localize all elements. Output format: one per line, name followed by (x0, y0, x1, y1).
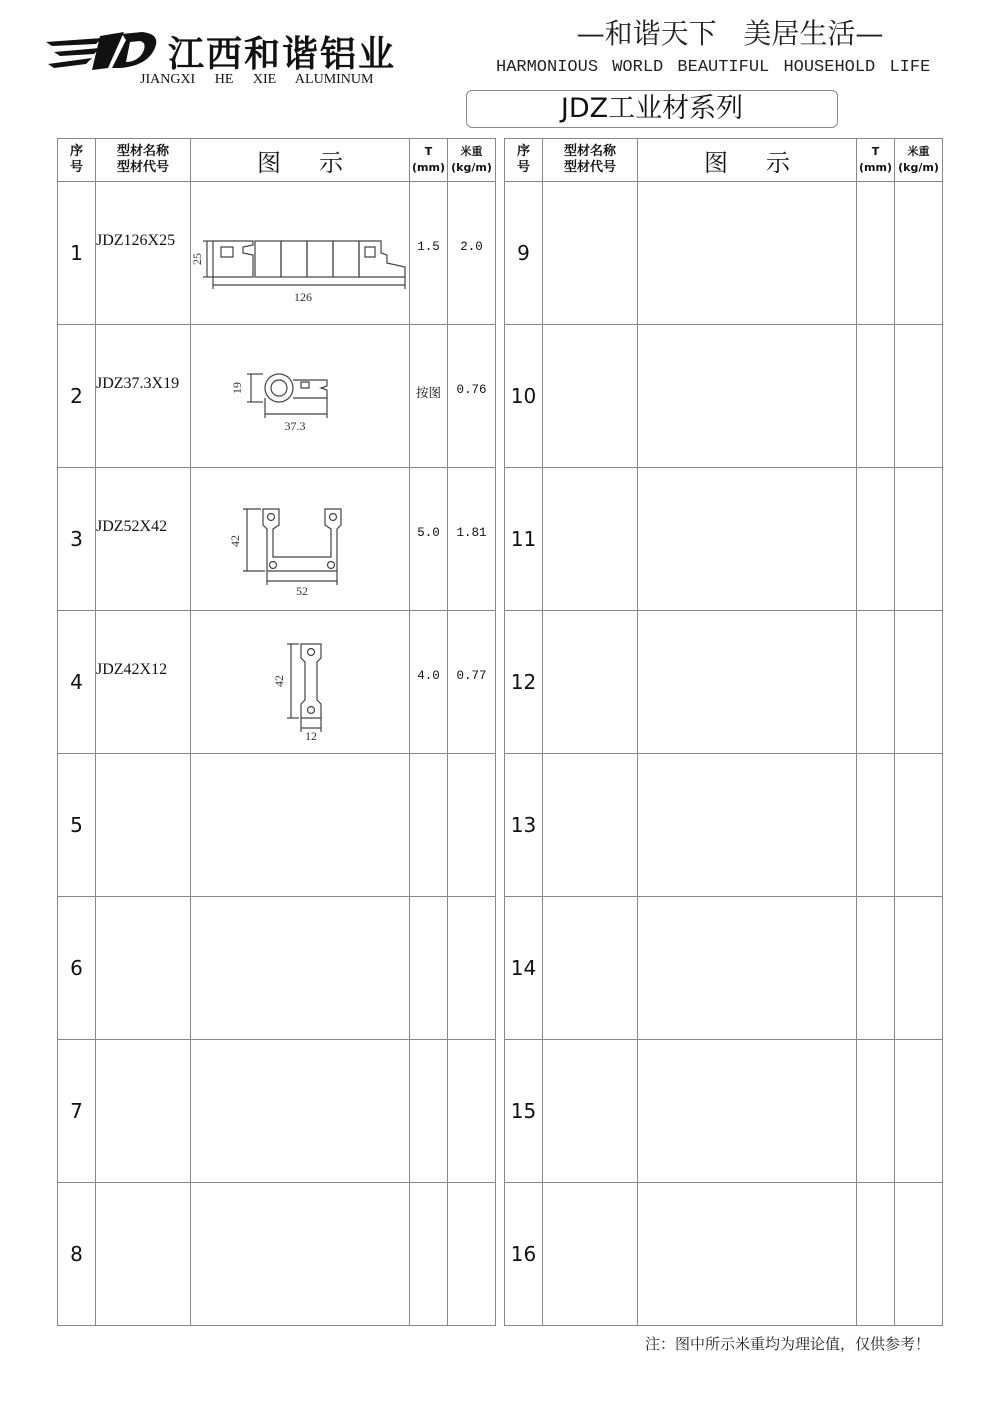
row-index: 13 (505, 754, 543, 897)
company-logo (40, 24, 400, 96)
thickness-value (410, 897, 448, 1040)
profile-code (543, 182, 638, 325)
profile-drawing (638, 182, 857, 325)
table-row (58, 325, 496, 468)
weight-value (895, 182, 943, 325)
thickness-value: 1.5 (410, 182, 448, 325)
header-name: 型材名称 型材代号 (543, 139, 638, 182)
header-thickness: T (mm) (857, 139, 895, 182)
profile-drawing (638, 1183, 857, 1326)
thickness-value (410, 754, 448, 897)
table-header-row (505, 139, 943, 182)
table-row (58, 1183, 496, 1326)
profile-code: JDZ52X42 (96, 468, 191, 611)
thickness-value (410, 1040, 448, 1183)
thickness-value (410, 1183, 448, 1326)
dim-height: 25 (189, 253, 204, 265)
row-index: 2 (58, 325, 96, 468)
row-index: 8 (58, 1183, 96, 1326)
table-row (58, 182, 496, 325)
weight-value: 2.0 (448, 182, 496, 325)
header-index: 序 号 (58, 139, 96, 182)
row-index: 9 (505, 182, 543, 325)
table-row (505, 325, 943, 468)
profile-code: JDZ42X12 (96, 611, 191, 754)
profile-drawing (191, 897, 410, 1040)
weight-value (895, 611, 943, 754)
profile-code: JDZ126X25 (96, 182, 191, 325)
dim-height: 42 (271, 675, 286, 687)
table-row (58, 468, 496, 611)
weight-value (448, 897, 496, 1040)
weight-value (895, 1183, 943, 1326)
thickness-value (857, 611, 895, 754)
slogan-english: HARMONIOUS WORLD BEAUTIFUL HOUSEHOLD LIFE (496, 58, 931, 77)
profile-table-right (504, 138, 943, 1326)
weight-value: 0.76 (448, 325, 496, 468)
header-index: 序 号 (505, 139, 543, 182)
row-index: 15 (505, 1040, 543, 1183)
logo-mark-icon (42, 28, 170, 72)
profile-code (543, 1183, 638, 1326)
profile-drawing (191, 468, 410, 611)
thickness-value (857, 468, 895, 611)
profile-code (543, 754, 638, 897)
table-row (505, 611, 943, 754)
dim-height: 19 (229, 382, 244, 394)
weight-value (448, 1183, 496, 1326)
weight-value: 0.77 (448, 611, 496, 754)
logo-cn-text: 江西和谐铝业 (168, 34, 397, 75)
row-index: 6 (58, 897, 96, 1040)
profile-code (543, 325, 638, 468)
header-weight: 米重 (kg/m) (448, 139, 496, 182)
header-name: 型材名称 型材代号 (96, 139, 191, 182)
profile-drawing (191, 1040, 410, 1183)
table-row (505, 182, 943, 325)
weight-value: 1.81 (448, 468, 496, 611)
profile-code (96, 1183, 191, 1326)
profile-code (543, 611, 638, 754)
header-weight: 米重 (kg/m) (895, 139, 943, 182)
row-index: 14 (505, 897, 543, 1040)
thickness-value (857, 182, 895, 325)
profile-drawing (191, 325, 410, 468)
thickness-value (857, 897, 895, 1040)
profile-drawing (638, 1040, 857, 1183)
profile-code (543, 1040, 638, 1183)
dim-width: 37.3 (284, 419, 305, 433)
thickness-value (857, 1040, 895, 1183)
profile-table-left (57, 138, 496, 1326)
row-index: 7 (58, 1040, 96, 1183)
profile-drawing-jdz37-3x19 (193, 336, 408, 456)
header-drawing: 图示 (638, 139, 857, 182)
profile-code (543, 897, 638, 1040)
profile-drawing (638, 468, 857, 611)
profile-drawing (191, 611, 410, 754)
profile-drawing (638, 754, 857, 897)
table-row (505, 1040, 943, 1183)
header-drawing: 图示 (191, 139, 410, 182)
profile-code (96, 754, 191, 897)
row-index: 3 (58, 468, 96, 611)
weight-value (895, 325, 943, 468)
row-index: 16 (505, 1183, 543, 1326)
profile-drawing-jdz126x25 (189, 193, 408, 313)
thickness-value: 5.0 (410, 468, 448, 611)
thickness-value (857, 325, 895, 468)
footnote: 注：图中所示米重均为理论值，仅供参考！ (644, 1335, 930, 1353)
profile-drawing (638, 325, 857, 468)
profile-drawing (191, 754, 410, 897)
weight-value (895, 754, 943, 897)
profile-code: JDZ37.3X19 (96, 325, 191, 468)
dim-width: 52 (295, 584, 308, 598)
table-header-row (58, 139, 496, 182)
table-row (505, 897, 943, 1040)
weight-value (895, 1040, 943, 1183)
dim-width: 126 (293, 290, 312, 304)
row-index: 10 (505, 325, 543, 468)
row-index: 12 (505, 611, 543, 754)
series-title: JDZ工业材系列 (466, 90, 838, 128)
row-index: 1 (58, 182, 96, 325)
profile-drawing (191, 1183, 410, 1326)
profile-drawing (638, 611, 857, 754)
header-thickness: T (mm) (410, 139, 448, 182)
profile-code (96, 1040, 191, 1183)
weight-value (895, 897, 943, 1040)
table-row (58, 754, 496, 897)
row-index: 5 (58, 754, 96, 897)
weight-value (448, 754, 496, 897)
profile-drawing-jdz52x42 (193, 479, 408, 599)
thickness-value (857, 1183, 895, 1326)
table-row (505, 468, 943, 611)
profile-code (96, 897, 191, 1040)
dim-width: 12 (304, 729, 317, 743)
logo-en-text: JIANGXI HE XIE ALUMINUM (140, 72, 374, 87)
row-index: 4 (58, 611, 96, 754)
table-row (505, 754, 943, 897)
table-row (58, 897, 496, 1040)
row-index: 11 (505, 468, 543, 611)
profile-drawing (191, 182, 410, 325)
thickness-value (857, 754, 895, 897)
table-row (58, 611, 496, 754)
thickness-value: 按图 (410, 325, 448, 468)
thickness-value: 4.0 (410, 611, 448, 754)
profile-drawing (638, 897, 857, 1040)
slogan-chinese: —和谐天下 美居生活— (576, 17, 884, 50)
table-row (58, 1040, 496, 1183)
weight-value (448, 1040, 496, 1183)
weight-value (895, 468, 943, 611)
profile-code (543, 468, 638, 611)
profile-drawing-jdz42x12 (193, 622, 408, 742)
dim-height: 42 (227, 535, 242, 547)
table-row (505, 1183, 943, 1326)
